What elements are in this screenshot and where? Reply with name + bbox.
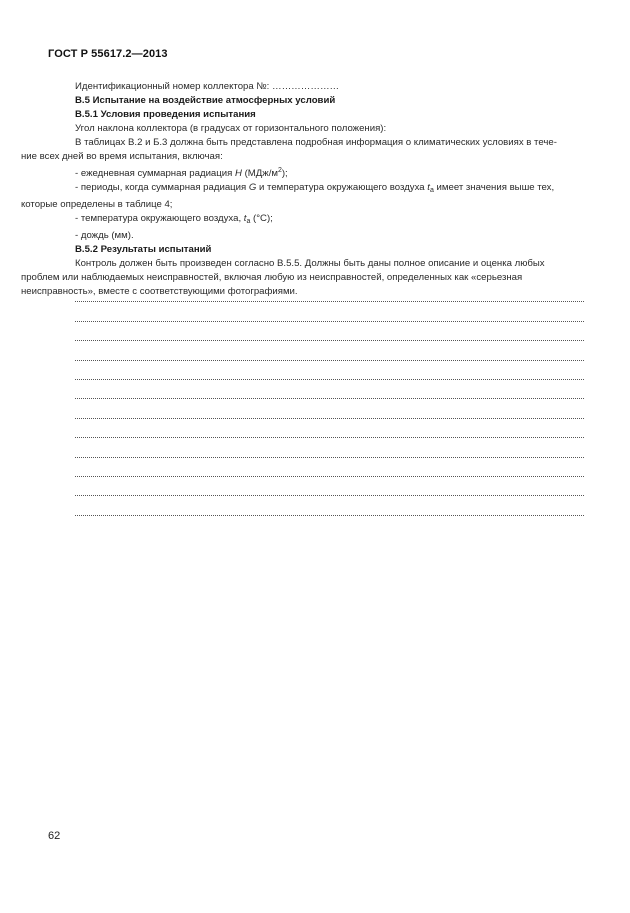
item2-text: - периоды, когда суммарная радиация (75, 182, 249, 193)
tables-paragraph (21, 136, 584, 164)
item1-var: H (234, 168, 242, 179)
item3-text: - температура окружающего воздуха, (75, 213, 244, 224)
dotted-line (75, 346, 584, 365)
collector-id-line: Идентификационный номер коллектора №: ………………… (75, 81, 340, 92)
item1-unit: (МДж/м (241, 168, 278, 179)
tilt-angle-line: Угол наклона коллектора (в градусах от горизонтального положения): (75, 123, 387, 134)
item1-text: - ежедневная суммарная радиация (75, 168, 235, 179)
dotted-line (75, 443, 584, 462)
section-b51-title: В.5.1 Условия проведения испытания (75, 109, 256, 120)
dotted-line (75, 404, 584, 423)
document-body (21, 80, 584, 299)
dotted-line (75, 482, 584, 501)
list-item-periods (21, 181, 584, 212)
item1-unit-post: ); (281, 168, 288, 179)
dotted-line (75, 424, 584, 443)
control-line-1: Контроль должен быть произведен согласно В.5.5. Должны быть даны полное описание и оценка любых (75, 258, 545, 269)
item2-sub: a (429, 187, 434, 194)
list-item-radiation (48, 164, 584, 181)
tables-line-1: В таблицах В.2 и Б.3 должна быть представлена подробная информация о климатических условиях в тече- (75, 137, 557, 148)
list-item-temperature (48, 212, 584, 229)
dotted-line (75, 307, 584, 326)
dotted-line (75, 463, 584, 482)
item2-var-t: t (427, 182, 430, 193)
item3-suffix: (°С); (250, 213, 273, 224)
control-line-2: проблем или наблюдаемых неисправностей, включая любую из неисправностей, определенных как «серьезная (21, 272, 523, 283)
section-b52-title: В.5.2 Результаты испытаний (75, 244, 212, 255)
list-item-rain: - дождь (мм). (75, 230, 134, 241)
dotted-line (75, 385, 584, 404)
dotted-line (75, 366, 584, 385)
control-line-3: неисправность», вместе с соответствующими фотографиями. (21, 286, 298, 297)
section-b5-title: В.5 Испытание на воздействие атмосферных условий (75, 95, 336, 106)
dotted-line (75, 501, 584, 520)
item2-suffix: имеет значения выше тех, (433, 182, 555, 193)
item1-sup: 2 (277, 167, 282, 174)
dotted-answer-lines (75, 288, 584, 521)
item2-line2: которые определены в таблице 4; (21, 199, 173, 210)
item2-var-g: G (248, 182, 257, 193)
document-header: ГОСТ Р 55617.2—2013 (48, 48, 168, 60)
dotted-line (75, 288, 584, 307)
item3-sub: a (246, 218, 251, 225)
page-number: 62 (48, 830, 61, 842)
item2-mid: и температура окружающего воздуха (256, 182, 428, 193)
tables-line-2: ние всех дней во время испытания, включая: (21, 151, 223, 162)
item3-var: t (243, 213, 247, 224)
dotted-line (75, 327, 584, 346)
